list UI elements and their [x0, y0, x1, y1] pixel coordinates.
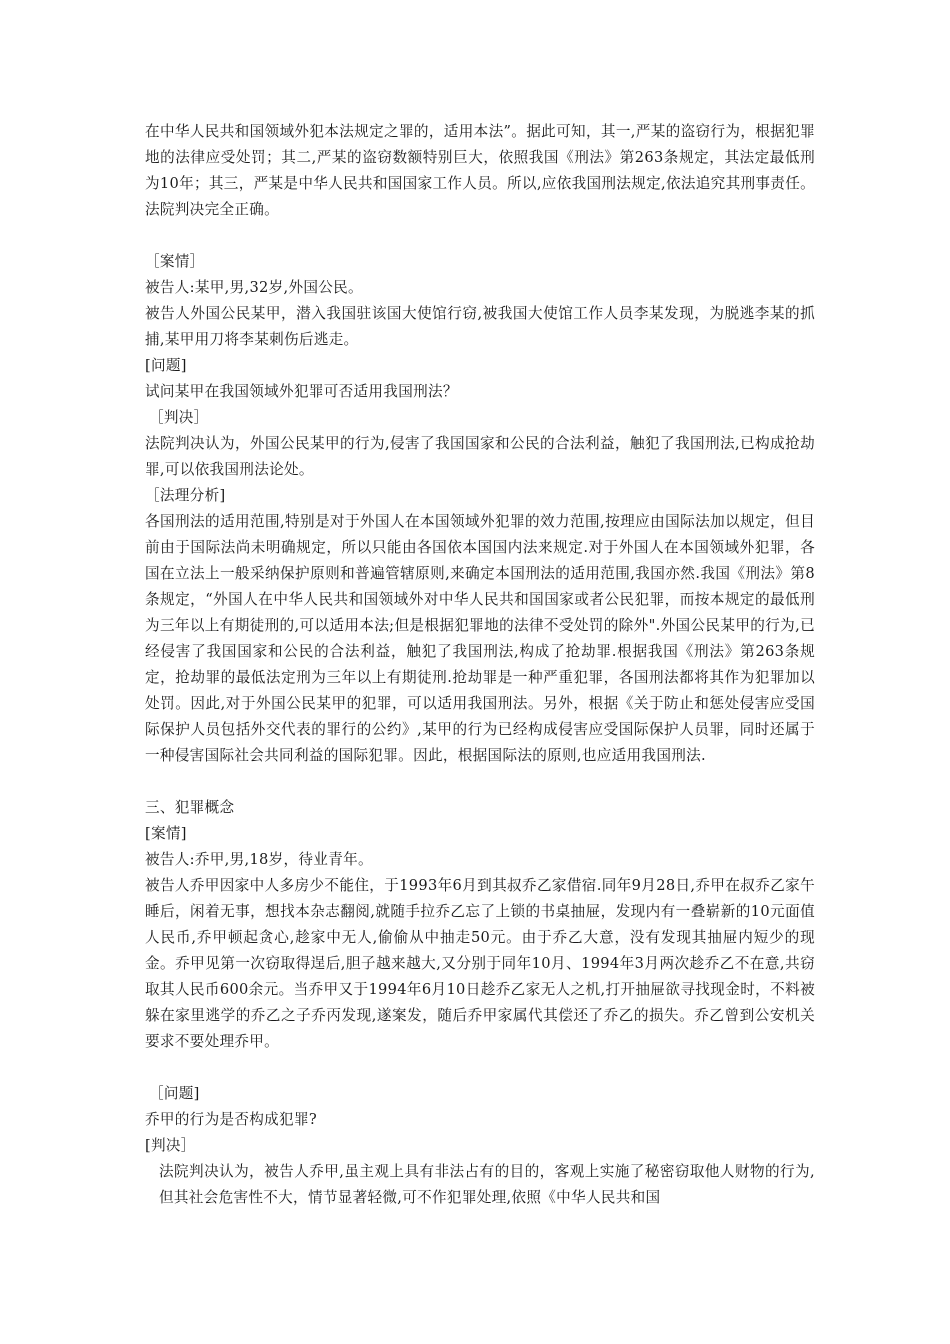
paragraph: 法院判决认为，被告人乔甲,虽主观上具有非法占有的目的，客观上实施了秘密窃取他人财物的行为,但其社会危害性不大，情节显著轻微,可不作犯罪处理,依照《中华人民共和国: [159, 1163, 815, 1206]
paragraph: 被告人乔甲因家中人多房少不能住，于1993年6月到其叔乔乙家借宿.同年9月28日,乔甲在叔乔乙家午睡后，闲着无事，想找本杂志翻阅,就随手拉乔乙忘了上锁的书桌抽屉，发现内有一叠崭新的10元面值人民币,乔甲顿起贪心,趁家中无人,偷偷从中抽走50元。由于乔乙大意，没有发现其抽屉内短少的现金。乔甲见第一次窃取得逞后,胆子越来越大,又分别于同年10月、1994年3月两次趁乔乙不在意,共窃取其人民币600余元。当乔甲又于1994年6月10日趁乔乙家无人之机,打开抽屉欲寻找现金时，不料被躲在家里逃学的乔乙之子乔丙发现,遂案发，随后乔甲家属代其偿还了乔乙的损失。乔乙曾到公安机关要求不要处理乔甲。: [145, 877, 815, 1050]
paragraph: 乔甲的行为是否构成犯罪?: [145, 1111, 317, 1128]
paragraph: ［案情］: [145, 253, 205, 270]
paragraph-spacer: [145, 1055, 815, 1081]
paragraph: 法院判决认为，外国公民某甲的行为,侵害了我国国家和公民的合法利益，触犯了我国刑法,已构成抢劫罪,可以依我国刑法论处。: [145, 435, 815, 478]
paragraph: [判决］: [145, 1137, 196, 1154]
document-page: [145, 119, 815, 1211]
paragraph: [问题]: [145, 357, 187, 374]
paragraph: 试问某甲在我国领域外犯罪可否适用我国刑法？: [145, 383, 458, 400]
paragraph: [案情]: [145, 825, 187, 842]
paragraph: 被告人:某甲,男,32岁,外国公民。: [145, 279, 363, 296]
paragraph: ［法理分析]: [145, 487, 226, 504]
paragraph-spacer: [145, 223, 815, 249]
paragraph: ［判决］: [149, 409, 209, 426]
paragraph: 各国刑法的适用范围,特别是对于外国人在本国领域外犯罪的效力范围,按理应由国际法加以规定，但目前由于国际法尚未明确规定，所以只能由各国依本国国内法来规定.对于外国人在本国领域外犯罪，各国在立法上一般采纳保护原则和普遍管辖原则,来确定本国刑法的适用范围,我国亦然.我国《刑法》第8条规定，“外国人在中华人民共和国领域外对中华人民共和国国家或者公民犯罪，而按本规定的最低刑为三年以上有期徒刑的,可以适用本法;但是根据犯罪地的法律不受处罚的除外".外国公民某甲的行为,已经侵害了我国国家和公民的合法利益，触犯了我国刑法,构成了抢劫罪.根据我国《刑法》第263条规定，抢劫罪的最低法定刑为三年以上有期徒刑.抢劫罪是一种严重犯罪，各国刑法都将其作为犯罪加以处罚。因此,对于外国公民某甲的犯罪，可以适用我国刑法。另外，根据《关于防止和惩处侵害应受国际保护人员包括外交代表的罪行的公约》,某甲的行为已经构成侵害应受国际保护人员罪，同时还属于一种侵害国际社会共同利益的国际犯罪。因此，根据国际法的原则,也应适用我国刑法.: [145, 513, 815, 764]
paragraph: 三、犯罪概念: [145, 799, 235, 816]
paragraph: ［问题]: [149, 1085, 200, 1102]
paragraph: 被告人:乔甲,男,18岁，待业青年。: [145, 851, 373, 868]
paragraph-spacer: [145, 769, 815, 795]
paragraph: 被告人外国公民某甲，潜入我国驻该国大使馆行窃,被我国大使馆工作人员李某发现，为脱逃李某的抓捕,某甲用刀将李某刺伤后逃走。: [145, 305, 815, 348]
paragraph: 在中华人民共和国领域外犯本法规定之罪的，适用本法”。据此可知，其一,严某的盗窃行为，根据犯罪地的法律应受处罚；其二,严某的盗窃数额特别巨大，依照我国《刑法》第263条规定，其法定最低刑为10年；其三，严某是中华人民共和国国家工作人员。所以,应依我国刑法规定,依法追究其刑事责任。法院判决完全正确。: [145, 123, 815, 218]
